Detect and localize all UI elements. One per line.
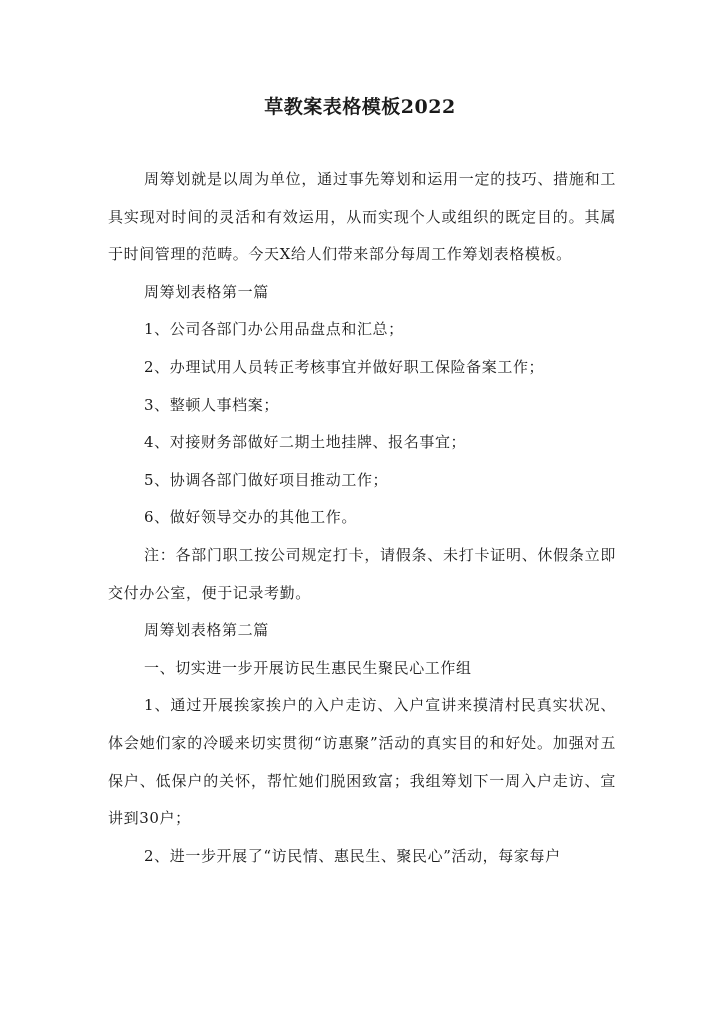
subsection-heading: 一、切实进一步开展访民生惠民生聚民心工作组 xyxy=(144,658,472,677)
list-item: 4、对接财务部做好二期土地挂牌、报名事宜； xyxy=(144,433,467,452)
list-item: 1、公司各部门办公用品盘点和汇总； xyxy=(144,320,404,339)
section-heading-first: 周筹划表格第一篇 xyxy=(144,282,269,301)
list-item: 5、协调各部门做好项目推动工作； xyxy=(144,470,389,489)
intro-paragraph: 周筹划就是以周为单位，通过事先筹划和运用一定的技巧、措施和工具实现对时间的灵活和有效运用，从而实现个人或组织的既定目的。其属于时间管理的范畴。今天X给人们带来部分每周工作筹划表格模板。 xyxy=(108,170,616,264)
list-item: 6、做好领导交办的其他工作。 xyxy=(144,508,357,527)
section-heading-second: 周筹划表格第二篇 xyxy=(144,621,269,640)
document-body xyxy=(108,161,616,875)
body-paragraph: 2、进一步开展了“访民情、惠民生、聚民心”活动，每家每户 xyxy=(144,846,561,865)
note-paragraph: 注：各部门职工按公司规定打卡，请假条、未打卡证明、休假条立即交付办公室，便于记录考勤。 xyxy=(108,545,616,602)
list-item: 3、整顿人事档案； xyxy=(144,395,279,414)
list-item: 2、办理试用人员转正考核事宜并做好职工保险备案工作； xyxy=(144,357,545,376)
body-paragraph: 1、通过开展挨家挨户的入户走访、入户宣讲来摸清村民真实状况、体会她们家的冷暖来切实贯彻“访惠聚”活动的真实目的和好处。加强对五保户、低保户的关怀，帮忙她们脱困致富；我组筹划下一周入户走访、宣讲到30户； xyxy=(108,696,616,828)
document-title: 草教案表格模板2022 xyxy=(264,96,456,118)
